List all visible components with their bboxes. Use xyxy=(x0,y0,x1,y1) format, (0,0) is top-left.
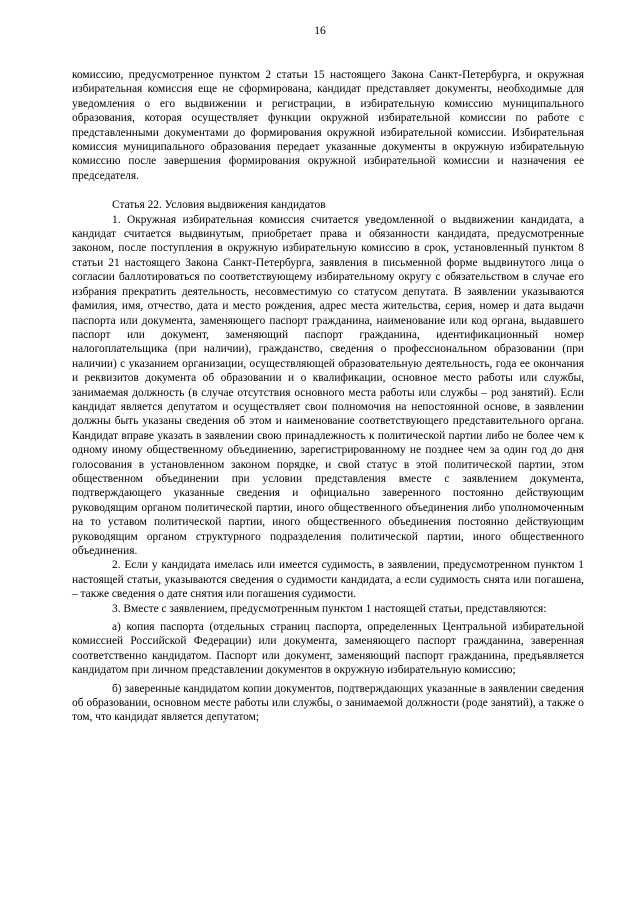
paragraph-subitem-b: б) заверенные кандидатом копии документов, подтверждающих указанные в заявлении сведения об образовании, основном месте работы или службы, о занимаемой должности (роде занятий), а также о том, что кандидат является депутатом; xyxy=(72,682,584,724)
paragraph-subitem-a: а) копия паспорта (отдельных страниц паспорта, определенных Центральной избирательной комиссией Российской Федерации) или документа, заменяющего паспорт гражданина, заверенная соответственно кандидатом. Паспорт или документ, заменяющий паспорт гражданина, предъявляется кандидатом при личном представлении документов в окружную избирательную комиссию; xyxy=(72,621,584,677)
page-content xyxy=(72,68,584,725)
paragraph-item-3: 3. Вместе с заявлением, предусмотренным пунктом 1 настоящей статьи, представляются: xyxy=(112,602,547,615)
paragraph-item-2: 2. Если у кандидата имелась или имеется судимость, в заявлении, предусмотренном пунктом 1 настоящей статьи, указываются сведения о судимости кандидата, а если судимость снята или погашена, – также сведения о дате снятия или погашения судимости. xyxy=(72,559,584,601)
paragraph-item-1: 1. Окружная избирательная комиссия считается уведомленной о выдвижении кандидата, а кандидат считается выдвинутым, приобретает права и обязанности кандидата, предусмотренные законом, после поступления в окружную избирательную комиссию в срок, установленный пунктом 8 статьи 21 настоящего Закона Санкт-Петербурга, заявления в письменной форме выдвинутого лица о согласии баллотироваться по соответствующему избирательному округу с обязательством в случае его избрания прекратить деятельность, несовместимую со статусом депутата. В заявлении указываются фамилия, имя, отчество, дата и место рождения, адрес места жительства, серия, номер и дата выдачи паспорта или документа, заменяющего паспорт гражданина, наименование или код органа, выдавшего паспорт или документ, заменяющий паспорт гражданина, идентификационный номер налогоплательщика (при наличии), гражданство, сведения о профессиональном образовании (при наличии) с указанием организации, осуществляющей образовательную деятельность, года ее окончания и реквизитов документа об образовании и о квалификации, основное место работы или службы, занимаемая должность (в случае отсутствия основного места работы или службы – род занятий). Если кандидат является депутатом и осуществляет свои полномочия на непостоянной основе, в заявлении должны быть указаны сведения об этом и наименование соответствующего представительного органа. Кандидат вправе указать в заявлении свою принадлежность к политической партии либо не более чем к одному иному общественному объединению, зарегистрированному не позднее чем за один год до дня голосования в установленном законом порядке, и свой статус в этой политической партии, этом общественном объединении при условии представления вместе с заявлением документа, подтверждающего указанные сведения и официально заверенного постоянно действующим руководящим органом политической партии, иного общественного объединения либо уполномоченным на то уставом политической партии, иного общественного объединения постоянно действующим руководящим органом структурного подразделения политической партии, иного общественного объединения. xyxy=(72,213,584,557)
page-number: 16 xyxy=(314,25,326,37)
article-heading: Статья 22. Условия выдвижения кандидатов xyxy=(112,199,326,212)
paragraph-continuation: комиссию, предусмотренное пунктом 2 статьи 15 настоящего Закона Санкт-Петербурга, и окружная избирательная комиссия еще не сформирована, кандидат представляет документы, необходимые для уведомления о его выдвижении и регистрации, в избирательную комиссию муниципального образования, которая осуществляет функции окружной избирательной комиссии по работе с представленными документами до формирования окружной избирательной комиссии. Избирательная комиссия муниципального образования передает указанные документы в окружную избирательную комиссию после завершения формирования окружной избирательной комиссии и назначения ее председателя. xyxy=(72,69,584,182)
